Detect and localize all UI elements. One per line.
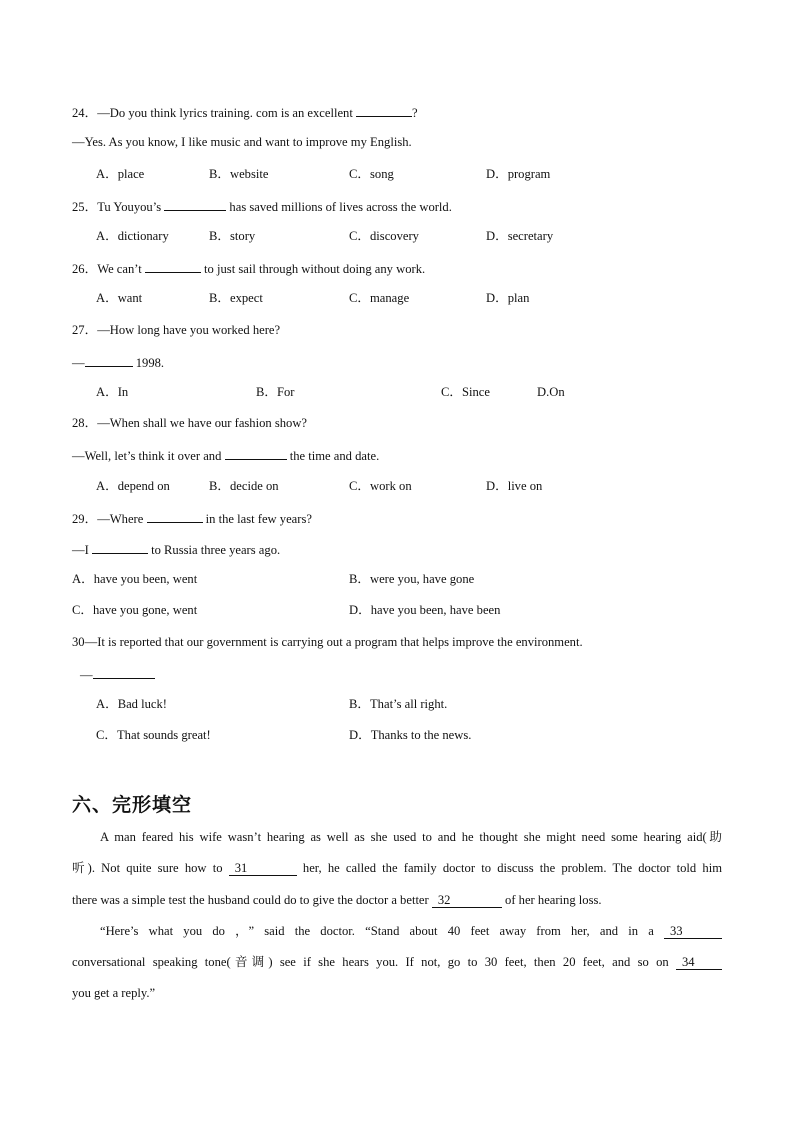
q24-stem: 24．—Do you think lyrics training. com is an excellent ? — [72, 103, 418, 121]
q24-option-a: A．place — [96, 167, 145, 181]
q29-blank-1 — [147, 509, 203, 523]
q29-option-b: B．were you, have gone — [349, 572, 475, 586]
q30-option-a: A．Bad luck! — [96, 697, 167, 711]
q30-blank — [93, 665, 155, 679]
q29-reply: —I to Russia three years ago. — [72, 540, 280, 558]
q30-option-c: C．That sounds great! — [96, 728, 211, 742]
q26-option-a: A．want — [96, 291, 143, 305]
q27-blank — [85, 353, 133, 367]
q25-option-b: B．story — [209, 229, 256, 243]
q27-option-a: A．In — [96, 385, 129, 399]
blank-33: 33 — [664, 924, 722, 939]
q24-blank — [356, 103, 412, 117]
q30-stem: 30—It is reported that our government is carrying out a program that helps improve the environment. — [72, 635, 583, 649]
q29-option-d: D．have you been, have been — [349, 603, 501, 617]
q28-option-b: B．decide on — [209, 479, 279, 493]
blank-34: 34 — [676, 955, 722, 970]
blank-32: 32 — [432, 893, 502, 908]
q28-option-c: C．work on — [349, 479, 412, 493]
q28-blank — [225, 446, 287, 460]
blank-31: 31 — [229, 861, 297, 876]
q30-option-b: B．That’s all right. — [349, 697, 448, 711]
q24-option-b: B．website — [209, 167, 269, 181]
passage-line-3: there was a simple test the husband could do to give the doctor a better 32 of her hearing loss. — [72, 893, 602, 907]
q27-option-d: D.On — [537, 385, 565, 399]
q26-blank — [145, 259, 201, 273]
q30-option-d: D．Thanks to the news. — [349, 728, 472, 742]
q24-reply: —Yes. As you know, I like music and want to improve my English. — [72, 135, 412, 149]
q25-option-d: D．secretary — [486, 229, 554, 243]
q25-option-c: C．discovery — [349, 229, 419, 243]
q28-option-a: A．depend on — [96, 479, 170, 493]
q25-stem: 25．Tu Youyou’s has saved millions of lives across the world. — [72, 197, 452, 215]
q26-option-d: D．plan — [486, 291, 530, 305]
q26-option-c: C．manage — [349, 291, 410, 305]
passage-line-2: 听). Not quite sure how to 31 her, he called the family doctor to discuss the problem. The doctor told him — [72, 861, 722, 875]
section-heading: 六、完形填空 — [72, 794, 193, 816]
q27-option-b: B．For — [256, 385, 295, 399]
passage-line-1: A man feared his wife wasn’t hearing as well as she used to and he thought she might need some hearing aid(助 — [100, 830, 722, 844]
passage-line-5: conversational speaking tone(音调) see if she hears you. If not, go to 30 feet, then 20 feet, and so on 34 — [72, 947, 722, 978]
q27-reply: — 1998. — [72, 353, 164, 371]
q24-option-d: D．program — [486, 167, 551, 181]
q28-stem: 28．—When shall we have our fashion show? — [72, 416, 308, 430]
q27-option-c: C．Since — [441, 385, 490, 399]
q29-blank-2 — [92, 540, 148, 554]
passage-line-6: you get a reply.” — [72, 986, 156, 1000]
q28-option-d: D．live on — [486, 479, 543, 493]
q30-reply: — — [80, 665, 155, 683]
q25-blank — [164, 197, 226, 211]
q26-option-b: B．expect — [209, 291, 263, 305]
q26-stem: 26．We can’t to just sail through without doing any work. — [72, 259, 425, 277]
q25-option-a: A．dictionary — [96, 229, 169, 243]
q29-stem: 29．—Where in the last few years? — [72, 509, 312, 527]
q24-option-c: C．song — [349, 167, 394, 181]
q29-option-a: A．have you been, went — [72, 572, 198, 586]
passage-line-4: “Here’s what you do ，” said the doctor. “Stand about 40 feet away from her, and in a 33 — [72, 916, 722, 947]
q27-stem: 27．—How long have you worked here? — [72, 323, 281, 337]
q29-option-c: C．have you gone, went — [72, 603, 198, 617]
q28-reply: —Well, let’s think it over and the time and date. — [72, 446, 379, 464]
